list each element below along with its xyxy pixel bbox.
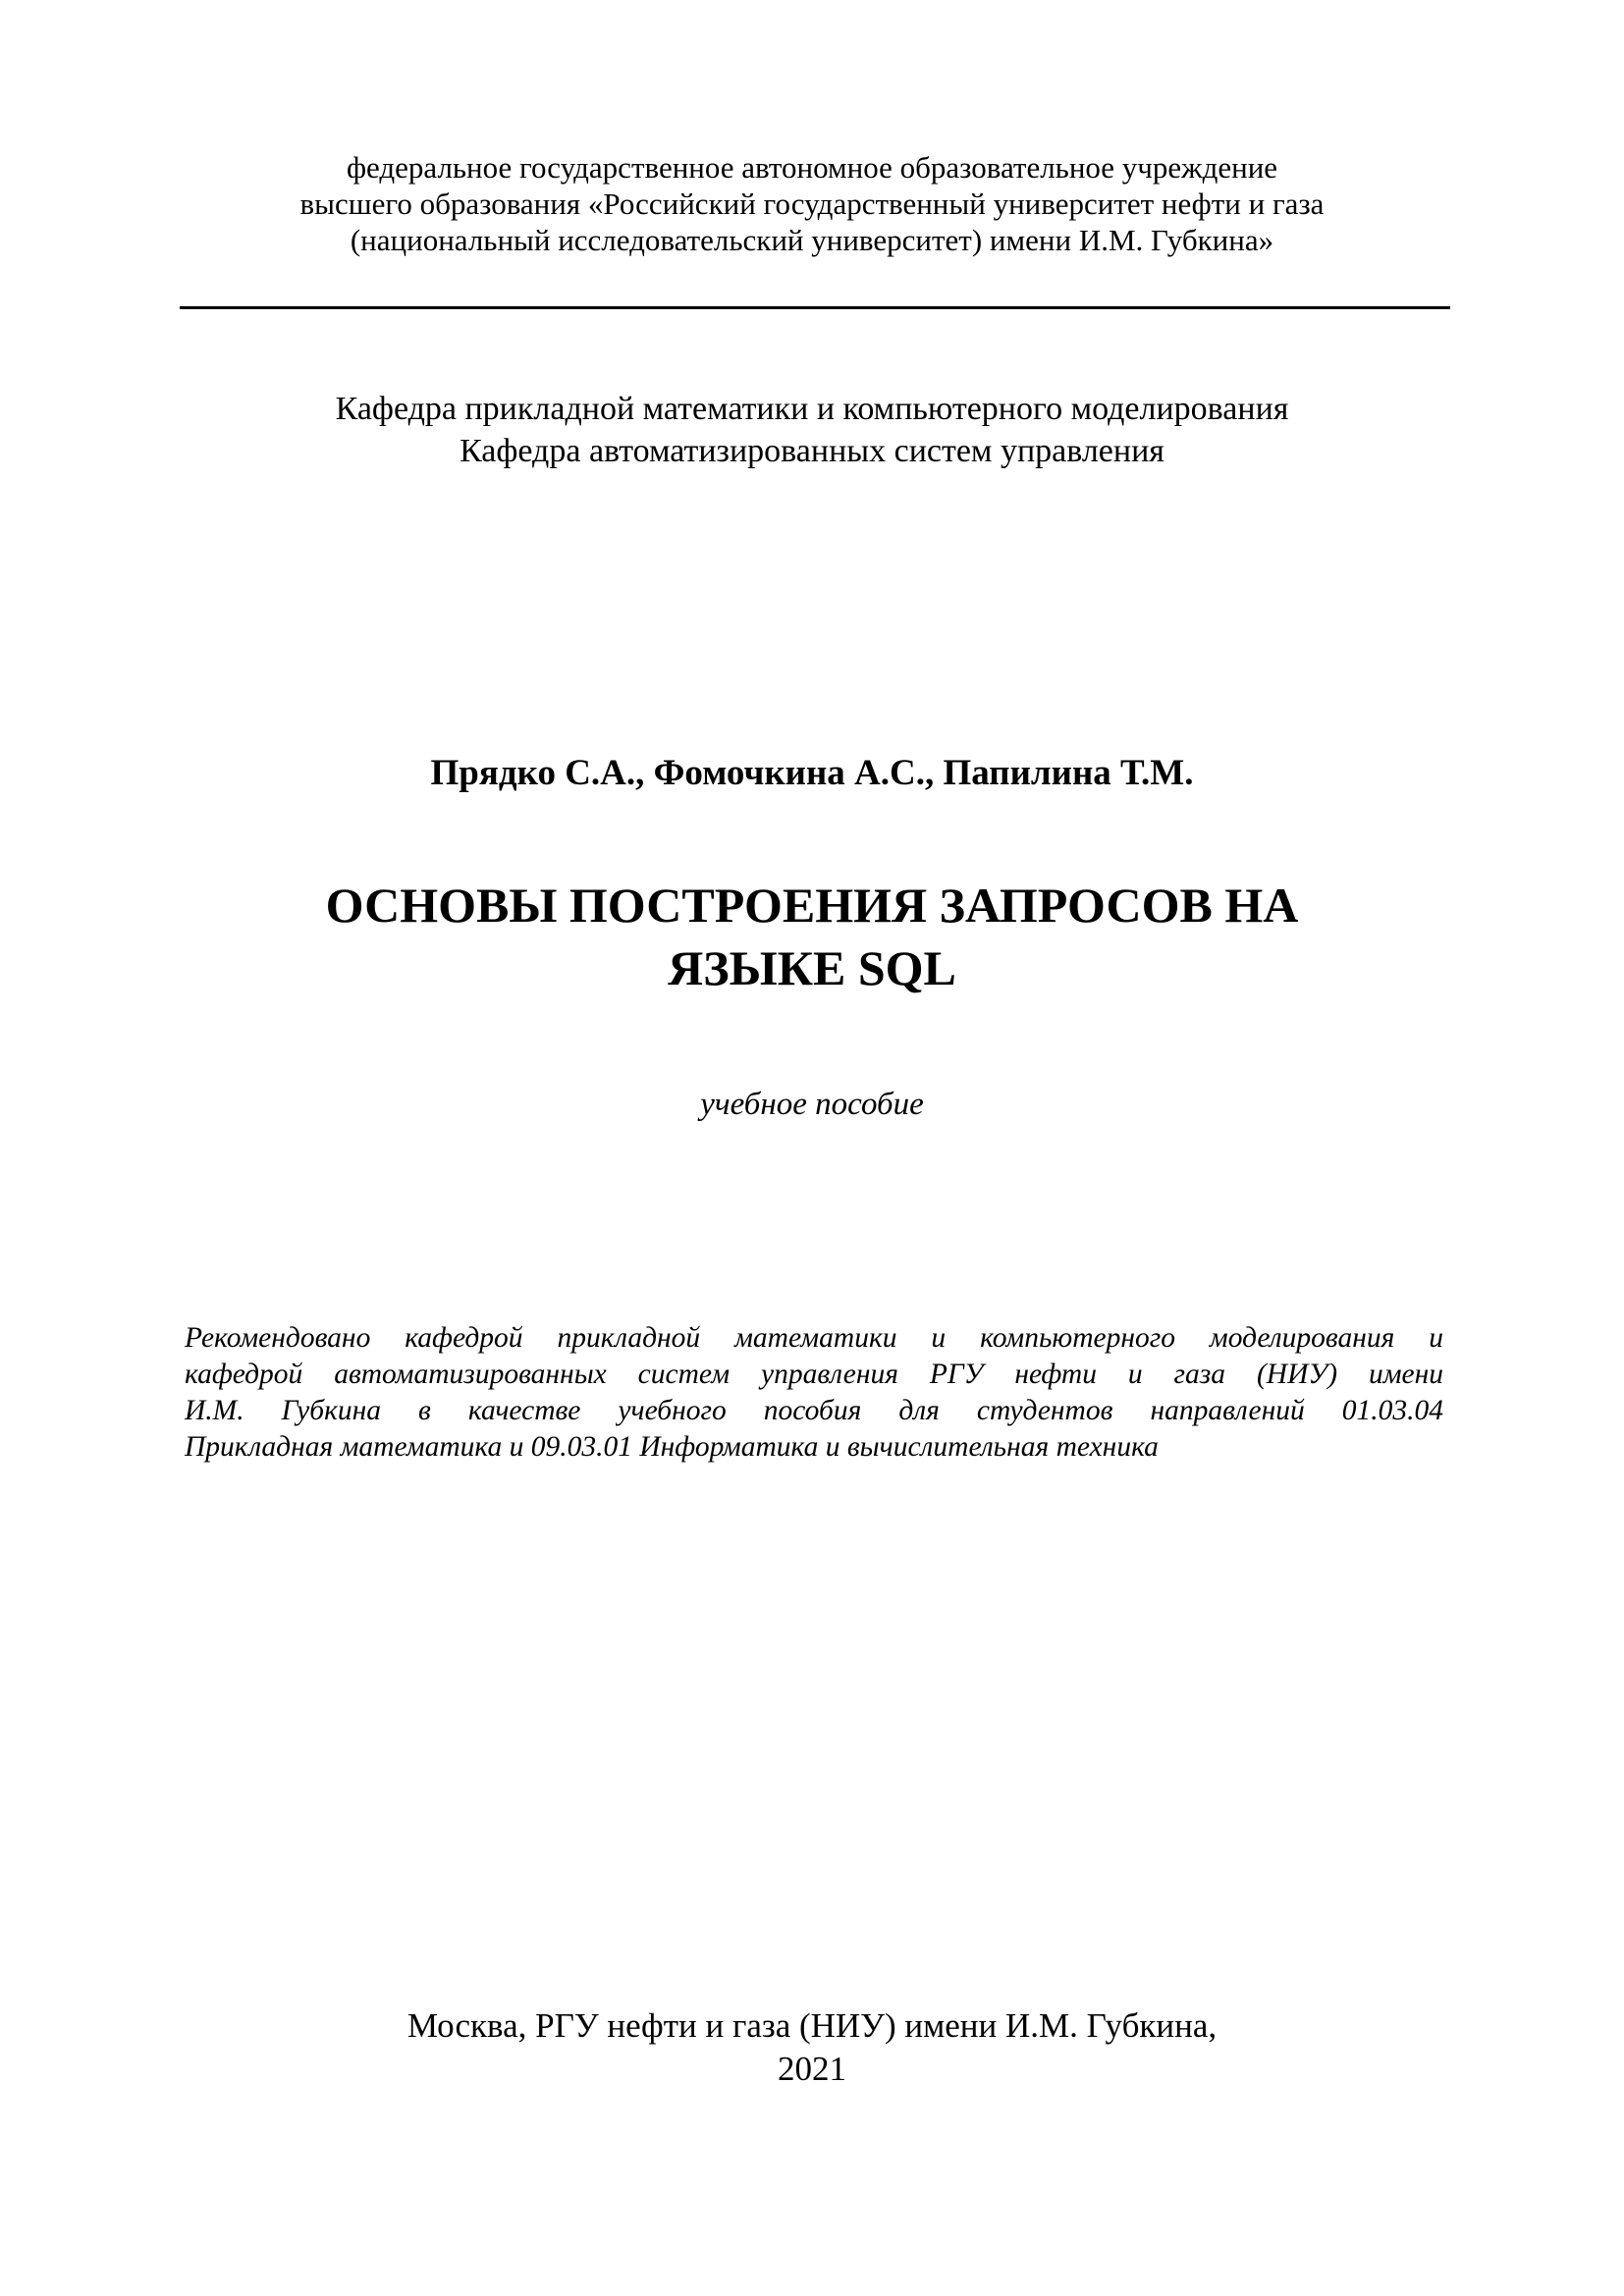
document-title — [0, 874, 1624, 999]
institution-line-1: федеральное государственное автономное образовательное учреждение — [346, 150, 1278, 185]
departments — [0, 388, 1624, 472]
department-line-1: Кафедра прикладной математики и компьютерного моделирования — [335, 391, 1289, 427]
institution-line-2: высшего образования «Российский государственный университет нефти и газа — [299, 187, 1325, 221]
recommendation-line-2: кафедрой автоматизированных систем управления РГУ нефти и газа (НИУ) имени — [185, 1359, 1443, 1390]
authors: Прядко С.А., Фомочкина А.С., Папилина Т.М. — [430, 753, 1194, 793]
imprint-year: 2021 — [778, 2050, 846, 2088]
imprint — [0, 2004, 1624, 2091]
institution-line-3: (национальный исследовательский университет) имени И.М. Губкина» — [350, 223, 1274, 257]
recommendation-text — [185, 1320, 1443, 1466]
imprint-place-publisher: Москва, РГУ нефти и газа (НИУ) имени И.М. Губкина, — [406, 2006, 1218, 2045]
title-line-1: ОСНОВЫ ПОСТРОЕНИЯ ЗАПРОСОВ НА — [325, 878, 1299, 933]
header-divider — [180, 306, 1450, 309]
recommendation-line-3: И.М. Губкина в качестве учебного пособия для студентов направлений 01.03.04 — [185, 1395, 1443, 1426]
document-type: учебное пособие — [700, 1087, 924, 1122]
department-line-2: Кафедра автоматизированных систем управления — [460, 433, 1164, 469]
title-line-2: ЯЗЫКЕ SQL — [668, 940, 956, 995]
recommendation-line-1: Рекомендовано кафедрой прикладной математики и компьютерного моделирования и — [185, 1322, 1443, 1354]
recommendation-line-4: Прикладная математика и 09.03.01 Информатика и вычислительная техника — [185, 1431, 1159, 1463]
institution-header — [0, 149, 1624, 258]
